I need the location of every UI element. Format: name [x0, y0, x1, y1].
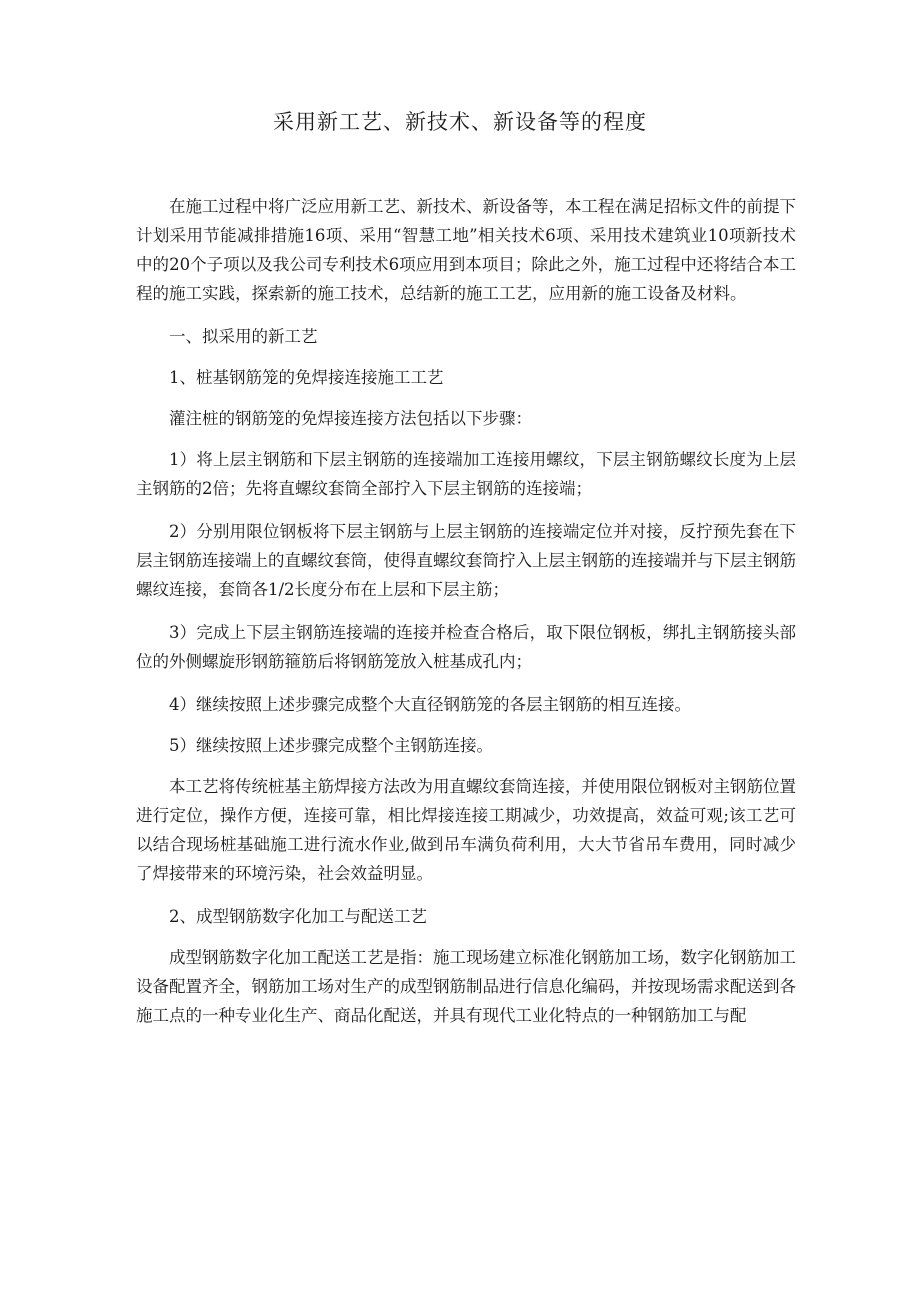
- step-1: 1）将上层主钢筋和下层主钢筋的连接端加工连接用螺纹，下层主钢筋螺纹长度为上层主钢筋的2倍；先将直螺纹套筒全部拧入下层主钢筋的连接端；: [136, 450, 796, 498]
- section-heading-new-processes: 一、拟采用的新工艺: [169, 327, 318, 346]
- step-4: 4）继续按照上述步骤完成整个大直径钢筋笼的各层主钢筋的相互连接。: [169, 695, 691, 714]
- step-5: 5）继续按照上述步骤完成整个主钢筋连接。: [169, 736, 493, 755]
- intro-paragraph: 在施工过程中将广泛应用新工艺、新技术、新设备等，本工程在满足招标文件的前提下计划采用节能减排措施16项、采用“智慧工地”相关技术6项、采用技术建筑业10项新技术中的20个子项以及我公司专利技术6项应用到本项目；除此之外，施工过程中还将结合本工程的施工实践，探索新的施工技术，总结新的施工工艺，应用新的施工设备及材料。: [136, 197, 796, 303]
- step-3: 3）完成上下层主钢筋连接端的连接并检查合格后，取下限位钢板，绑扎主钢筋接头部位的外侧螺旋形钢筋箍筋后将钢筋笼放入桩基成孔内；: [136, 623, 796, 671]
- subsection-heading-rebar-digital: 2、成型钢筋数字化加工与配送工艺: [169, 907, 427, 926]
- steps-intro: 灌注桩的钢筋笼的免焊接连接方法包括以下步骤：: [169, 409, 532, 428]
- document-title: 采用新工艺、新技术、新设备等的程度: [273, 110, 647, 134]
- step-2: 2）分别用限位钢板将下层主钢筋与上层主钢筋的连接端定位并对接，反拧预先套在下层主钢筋连接端上的直螺纹套筒，使得直螺纹套筒拧入上层主钢筋的连接端并与下层主钢筋螺纹连接，套筒各1/2长度分布在上层和下层主筋；: [136, 522, 796, 599]
- document-body: [136, 192, 796, 1044]
- rebar-digital-paragraph: 成型钢筋数字化加工配送工艺是指：施工现场建立标准化钢筋加工场，数字化钢筋加工设备配置齐全，钢筋加工场对生产的成型钢筋制品进行信息化编码，并按现场需求配送到各施工点的一种专业化生产、商品化配送，并具有现代工业化特点的一种钢筋加工与配: [136, 948, 796, 1025]
- process-summary-paragraph: 本工艺将传统桩基主筋焊接方法改为用直螺纹套筒连接，并使用限位钢板对主钢筋位置进行定位，操作方便，连接可靠，相比焊接连接工期减少，功效提高，效益可观;该工艺可以结合现场桩基础施工进行流水作业,做到吊车满负荷利用，大大节省吊车费用，同时减少了焊接带来的环境污染，社会效益明显。: [136, 777, 796, 883]
- subsection-heading-pile-cage: 1、桩基钢筋笼的免焊接连接施工工艺: [169, 368, 444, 387]
